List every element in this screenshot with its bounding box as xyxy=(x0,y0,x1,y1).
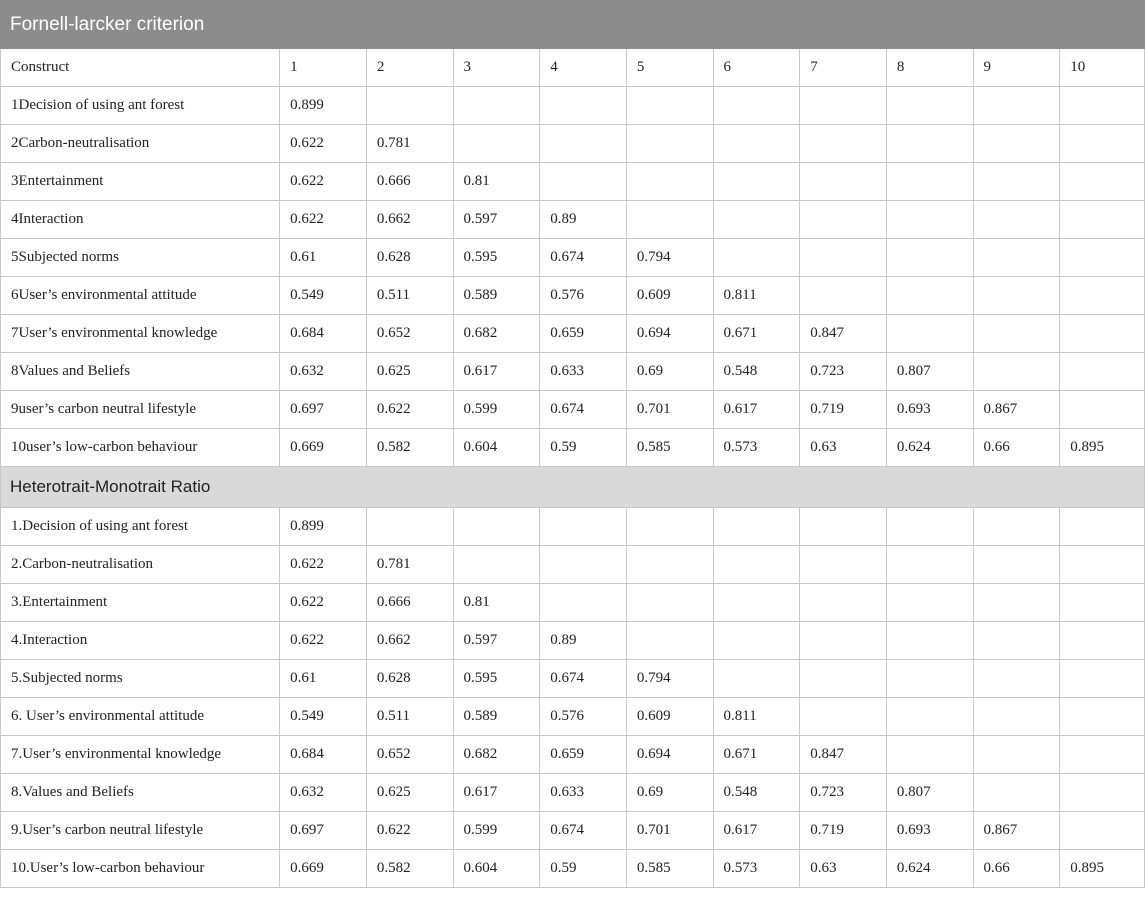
table-row xyxy=(1,774,1145,812)
table-row xyxy=(1,812,1145,850)
value-cell xyxy=(800,508,887,546)
value-cell: 0.633 xyxy=(540,774,627,812)
value-cell: 0.622 xyxy=(280,622,367,660)
value-cell: 0.719 xyxy=(800,812,887,850)
value-cell: 0.807 xyxy=(886,353,973,391)
value-cell xyxy=(453,508,540,546)
value-cell: 0.81 xyxy=(453,163,540,201)
value-cell: 0.599 xyxy=(453,812,540,850)
value-cell xyxy=(973,163,1060,201)
value-cell: 0.609 xyxy=(626,277,713,315)
value-cell: 0.682 xyxy=(453,736,540,774)
table-row xyxy=(1,125,1145,163)
value-cell xyxy=(800,201,887,239)
value-cell: 0.723 xyxy=(800,353,887,391)
value-cell: 0.697 xyxy=(280,812,367,850)
header-cell-6: 6 xyxy=(713,49,800,87)
value-cell: 0.617 xyxy=(453,353,540,391)
header-cell-7: 7 xyxy=(800,49,887,87)
value-cell xyxy=(540,508,627,546)
value-cell xyxy=(713,87,800,125)
value-cell xyxy=(800,546,887,584)
value-cell xyxy=(886,163,973,201)
value-cell xyxy=(800,87,887,125)
value-cell xyxy=(973,201,1060,239)
value-cell xyxy=(800,277,887,315)
value-cell: 0.573 xyxy=(713,429,800,467)
header-cell-8: 8 xyxy=(886,49,973,87)
value-cell: 0.622 xyxy=(280,201,367,239)
value-cell: 0.867 xyxy=(973,391,1060,429)
value-cell: 0.694 xyxy=(626,736,713,774)
value-cell: 0.794 xyxy=(626,660,713,698)
construct-label: 9user’s carbon neutral lifestyle xyxy=(1,391,280,429)
value-cell: 0.697 xyxy=(280,391,367,429)
value-cell xyxy=(453,125,540,163)
value-cell xyxy=(713,163,800,201)
value-cell: 0.585 xyxy=(626,850,713,888)
value-cell: 0.682 xyxy=(453,315,540,353)
value-cell xyxy=(886,315,973,353)
construct-label: 10user’s low-carbon behaviour xyxy=(1,429,280,467)
value-cell xyxy=(1060,391,1145,429)
value-cell: 0.847 xyxy=(800,736,887,774)
value-cell: 0.617 xyxy=(453,774,540,812)
table-row xyxy=(1,660,1145,698)
value-cell xyxy=(886,736,973,774)
value-cell xyxy=(713,622,800,660)
value-cell xyxy=(886,277,973,315)
value-cell xyxy=(886,546,973,584)
table-row xyxy=(1,850,1145,888)
value-cell: 0.625 xyxy=(366,774,453,812)
value-cell: 0.662 xyxy=(366,622,453,660)
value-cell xyxy=(540,163,627,201)
value-cell: 0.622 xyxy=(280,546,367,584)
value-cell xyxy=(626,163,713,201)
value-cell xyxy=(800,660,887,698)
value-cell: 0.899 xyxy=(280,508,367,546)
value-cell xyxy=(973,546,1060,584)
value-cell xyxy=(1060,698,1145,736)
value-cell: 0.674 xyxy=(540,812,627,850)
value-cell: 0.589 xyxy=(453,277,540,315)
table-row xyxy=(1,698,1145,736)
value-cell: 0.674 xyxy=(540,660,627,698)
value-cell xyxy=(886,584,973,622)
value-cell xyxy=(886,660,973,698)
value-cell: 0.867 xyxy=(973,812,1060,850)
value-cell: 0.597 xyxy=(453,201,540,239)
construct-label: 8.Values and Beliefs xyxy=(1,774,280,812)
value-cell xyxy=(1060,508,1145,546)
value-cell: 0.622 xyxy=(280,584,367,622)
value-cell xyxy=(1060,353,1145,391)
construct-label: 6User’s environmental attitude xyxy=(1,277,280,315)
value-cell: 0.622 xyxy=(366,812,453,850)
value-cell xyxy=(626,201,713,239)
value-cell xyxy=(1060,736,1145,774)
construct-label: 4Interaction xyxy=(1,201,280,239)
table-row xyxy=(1,353,1145,391)
section-title-htmt: Heterotrait-Monotrait Ratio xyxy=(1,467,1145,508)
value-cell: 0.624 xyxy=(886,850,973,888)
value-cell: 0.89 xyxy=(540,201,627,239)
value-cell xyxy=(366,508,453,546)
construct-label: 5Subjected norms xyxy=(1,239,280,277)
value-cell xyxy=(973,774,1060,812)
value-cell xyxy=(973,277,1060,315)
value-cell: 0.604 xyxy=(453,429,540,467)
value-cell xyxy=(540,584,627,622)
value-cell: 0.684 xyxy=(280,315,367,353)
header-cell-2: 2 xyxy=(366,49,453,87)
value-cell: 0.511 xyxy=(366,277,453,315)
value-cell: 0.622 xyxy=(280,163,367,201)
construct-label: 1Decision of using ant forest xyxy=(1,87,280,125)
value-cell: 0.684 xyxy=(280,736,367,774)
construct-label: 3.Entertainment xyxy=(1,584,280,622)
section-header-htmt xyxy=(1,467,1145,508)
value-cell: 0.624 xyxy=(886,429,973,467)
value-cell xyxy=(713,239,800,277)
construct-label: 5.Subjected norms xyxy=(1,660,280,698)
value-cell: 0.899 xyxy=(280,87,367,125)
value-cell: 0.599 xyxy=(453,391,540,429)
value-cell: 0.669 xyxy=(280,850,367,888)
value-cell: 0.595 xyxy=(453,660,540,698)
table-row xyxy=(1,277,1145,315)
value-cell xyxy=(713,508,800,546)
construct-label: 9.User’s carbon neutral lifestyle xyxy=(1,812,280,850)
value-cell: 0.659 xyxy=(540,736,627,774)
value-cell: 0.573 xyxy=(713,850,800,888)
value-cell: 0.781 xyxy=(366,125,453,163)
table-row xyxy=(1,391,1145,429)
table-row xyxy=(1,87,1145,125)
value-cell xyxy=(366,87,453,125)
value-cell xyxy=(973,622,1060,660)
value-cell xyxy=(800,163,887,201)
value-cell: 0.794 xyxy=(626,239,713,277)
value-cell xyxy=(1060,87,1145,125)
value-cell xyxy=(973,584,1060,622)
table-row xyxy=(1,508,1145,546)
construct-label: 6. User’s environmental attitude xyxy=(1,698,280,736)
value-cell: 0.617 xyxy=(713,812,800,850)
value-cell: 0.61 xyxy=(280,660,367,698)
value-cell: 0.674 xyxy=(540,239,627,277)
value-cell: 0.622 xyxy=(366,391,453,429)
table-row xyxy=(1,622,1145,660)
value-cell: 0.548 xyxy=(713,353,800,391)
value-cell: 0.81 xyxy=(453,584,540,622)
value-cell: 0.666 xyxy=(366,584,453,622)
value-cell: 0.582 xyxy=(366,429,453,467)
value-cell xyxy=(626,584,713,622)
value-cell xyxy=(886,622,973,660)
table-row xyxy=(1,239,1145,277)
value-cell: 0.617 xyxy=(713,391,800,429)
construct-label: 2.Carbon-neutralisation xyxy=(1,546,280,584)
value-cell xyxy=(973,87,1060,125)
value-cell xyxy=(1060,774,1145,812)
value-cell: 0.811 xyxy=(713,277,800,315)
value-cell xyxy=(973,353,1060,391)
value-cell: 0.63 xyxy=(800,850,887,888)
value-cell: 0.723 xyxy=(800,774,887,812)
value-cell xyxy=(1060,277,1145,315)
value-cell xyxy=(626,508,713,546)
value-cell xyxy=(973,125,1060,163)
value-cell: 0.701 xyxy=(626,391,713,429)
table-row xyxy=(1,163,1145,201)
value-cell: 0.549 xyxy=(280,277,367,315)
header-cell-construct: Construct xyxy=(1,49,280,87)
value-cell: 0.693 xyxy=(886,812,973,850)
value-cell xyxy=(1060,546,1145,584)
value-cell xyxy=(713,546,800,584)
value-cell: 0.625 xyxy=(366,353,453,391)
value-cell: 0.89 xyxy=(540,622,627,660)
value-cell xyxy=(540,125,627,163)
value-cell: 0.847 xyxy=(800,315,887,353)
value-cell: 0.659 xyxy=(540,315,627,353)
value-cell: 0.895 xyxy=(1060,429,1145,467)
column-header-row xyxy=(1,49,1145,87)
value-cell: 0.674 xyxy=(540,391,627,429)
value-cell xyxy=(626,622,713,660)
header-cell-4: 4 xyxy=(540,49,627,87)
value-cell: 0.781 xyxy=(366,546,453,584)
section-header-fornell xyxy=(1,1,1145,49)
value-cell xyxy=(886,239,973,277)
value-cell xyxy=(1060,239,1145,277)
section-title-fornell: Fornell-larcker criterion xyxy=(1,1,1145,49)
value-cell: 0.589 xyxy=(453,698,540,736)
value-cell: 0.652 xyxy=(366,736,453,774)
value-cell: 0.59 xyxy=(540,850,627,888)
value-cell xyxy=(713,660,800,698)
value-cell xyxy=(1060,660,1145,698)
value-cell xyxy=(886,698,973,736)
value-cell xyxy=(800,239,887,277)
value-cell xyxy=(713,125,800,163)
value-cell: 0.628 xyxy=(366,239,453,277)
header-cell-3: 3 xyxy=(453,49,540,87)
table-row xyxy=(1,201,1145,239)
value-cell: 0.549 xyxy=(280,698,367,736)
value-cell xyxy=(800,125,887,163)
value-cell: 0.671 xyxy=(713,315,800,353)
construct-label: 7User’s environmental knowledge xyxy=(1,315,280,353)
header-cell-1: 1 xyxy=(280,49,367,87)
value-cell xyxy=(453,87,540,125)
value-cell: 0.604 xyxy=(453,850,540,888)
table-row xyxy=(1,546,1145,584)
value-cell: 0.719 xyxy=(800,391,887,429)
construct-label: 4.Interaction xyxy=(1,622,280,660)
header-cell-9: 9 xyxy=(973,49,1060,87)
value-cell: 0.632 xyxy=(280,774,367,812)
value-cell: 0.666 xyxy=(366,163,453,201)
value-cell xyxy=(453,546,540,584)
value-cell xyxy=(973,698,1060,736)
value-cell xyxy=(540,87,627,125)
value-cell xyxy=(1060,315,1145,353)
value-cell: 0.652 xyxy=(366,315,453,353)
construct-label: 8Values and Beliefs xyxy=(1,353,280,391)
value-cell: 0.701 xyxy=(626,812,713,850)
construct-label: 1.Decision of using ant forest xyxy=(1,508,280,546)
value-cell xyxy=(886,125,973,163)
value-cell: 0.807 xyxy=(886,774,973,812)
value-cell xyxy=(973,736,1060,774)
value-cell xyxy=(886,508,973,546)
value-cell: 0.671 xyxy=(713,736,800,774)
value-cell xyxy=(1060,163,1145,201)
value-cell xyxy=(626,87,713,125)
value-cell: 0.66 xyxy=(973,850,1060,888)
value-cell xyxy=(540,546,627,584)
value-cell: 0.632 xyxy=(280,353,367,391)
value-cell: 0.576 xyxy=(540,277,627,315)
value-cell xyxy=(1060,125,1145,163)
table-body xyxy=(1,1,1145,888)
value-cell: 0.576 xyxy=(540,698,627,736)
value-cell xyxy=(973,239,1060,277)
value-cell xyxy=(1060,622,1145,660)
value-cell xyxy=(800,698,887,736)
value-cell: 0.811 xyxy=(713,698,800,736)
value-cell: 0.548 xyxy=(713,774,800,812)
value-cell xyxy=(886,87,973,125)
table-row xyxy=(1,584,1145,622)
value-cell xyxy=(800,622,887,660)
header-cell-5: 5 xyxy=(626,49,713,87)
construct-label: 2Carbon-neutralisation xyxy=(1,125,280,163)
value-cell: 0.622 xyxy=(280,125,367,163)
value-cell xyxy=(1060,584,1145,622)
construct-label: 7.User’s environmental knowledge xyxy=(1,736,280,774)
value-cell xyxy=(1060,201,1145,239)
value-cell: 0.895 xyxy=(1060,850,1145,888)
table-row xyxy=(1,315,1145,353)
value-cell xyxy=(886,201,973,239)
value-cell: 0.597 xyxy=(453,622,540,660)
value-cell: 0.609 xyxy=(626,698,713,736)
value-cell: 0.585 xyxy=(626,429,713,467)
value-cell xyxy=(713,201,800,239)
construct-label: 3Entertainment xyxy=(1,163,280,201)
value-cell: 0.662 xyxy=(366,201,453,239)
table-row xyxy=(1,429,1145,467)
value-cell: 0.694 xyxy=(626,315,713,353)
value-cell xyxy=(626,125,713,163)
value-cell: 0.63 xyxy=(800,429,887,467)
value-cell: 0.61 xyxy=(280,239,367,277)
value-cell xyxy=(713,584,800,622)
value-cell xyxy=(973,315,1060,353)
value-cell xyxy=(626,546,713,584)
construct-label: 10.User’s low-carbon behaviour xyxy=(1,850,280,888)
value-cell: 0.669 xyxy=(280,429,367,467)
value-cell xyxy=(973,508,1060,546)
value-cell: 0.511 xyxy=(366,698,453,736)
value-cell: 0.633 xyxy=(540,353,627,391)
value-cell: 0.595 xyxy=(453,239,540,277)
table-row xyxy=(1,736,1145,774)
value-cell: 0.59 xyxy=(540,429,627,467)
value-cell xyxy=(800,584,887,622)
value-cell: 0.628 xyxy=(366,660,453,698)
value-cell: 0.693 xyxy=(886,391,973,429)
value-cell: 0.69 xyxy=(626,353,713,391)
value-cell xyxy=(1060,812,1145,850)
value-cell: 0.66 xyxy=(973,429,1060,467)
header-cell-10: 10 xyxy=(1060,49,1145,87)
value-cell xyxy=(973,660,1060,698)
value-cell: 0.69 xyxy=(626,774,713,812)
value-cell: 0.582 xyxy=(366,850,453,888)
